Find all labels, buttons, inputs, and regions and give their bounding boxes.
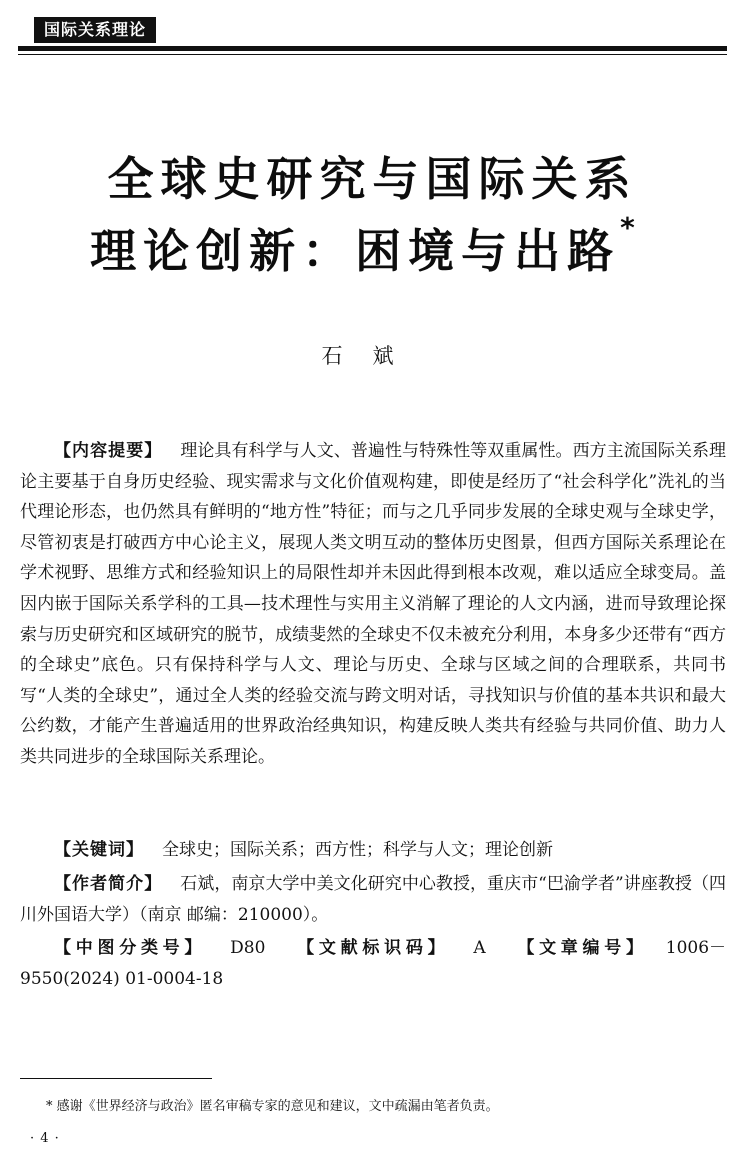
doc-code-label: 【文献标识码】 [293, 938, 450, 958]
article-title-line-1: 全球史研究与国际关系 [107, 152, 638, 206]
footnote-rule [20, 1078, 212, 1079]
article-title-line-2-text: 理论创新：困境与出路 [90, 224, 621, 278]
keywords [20, 835, 726, 866]
page-number: · 4 · [30, 1131, 60, 1146]
section-tag: 国际关系理论 [34, 17, 156, 43]
article-author: 石斌 [321, 344, 424, 368]
header-rule-thin [18, 54, 727, 55]
abstract [20, 436, 726, 773]
classification [20, 933, 726, 994]
header-rule-thick [18, 46, 727, 51]
article-title-line-2 [0, 211, 735, 281]
author-info-label: 【作者简介】 [54, 874, 163, 894]
keywords-label: 【关键词】 [54, 840, 144, 860]
article-number-value: 1006－9550(2024) 01-0004-18 [20, 938, 727, 989]
clc-label: 【中图分类号】 [54, 938, 207, 958]
author-info-text: 石斌，南京大学中美文化研究中心教授，重庆市“巴渝学者”讲座教授（四川外国语大学）（南京 邮编：210000）。 [20, 874, 727, 925]
footnote: * 感谢《世界经济与政治》匿名审稿专家的意见和建议，文中疏漏由笔者负责。 [46, 1099, 499, 1114]
author-info [20, 869, 726, 930]
abstract-label: 【内容提要】 [54, 441, 163, 461]
doc-code-value: A [473, 938, 486, 958]
title-footnote-mark: * [620, 211, 635, 244]
abstract-text: 理论具有科学与人文、普遍性与特殊性等双重属性。西方主流国际关系理论主要基于自身历史经验、现实需求与文化价值观构建，即使是经历了“社会科学化”洗礼的当代理论形态，也仍然具有鲜明的“地方性”特征；而与之几乎同步发展的全球史观与全球史学，尽管初衷是打破西方中心论主义，展现人类文明互动的整体历史图景，但西方国际关系理论在学术视野、思维方式和经验知识上的局限性却并未因此得到根本改观，难以适应全球变局。盖因内嵌于国际关系学科的工具—技术理性与实用主义消解了理论的人文内涵，进而导致理论探索与历史研究和区域研究的脱节，成绩斐然的全球史不仅未被充分利用，本身多少还带有“西方的全球史”底色。只有保持科学与人文、理论与历史、全球与区域之间的合理联系，共同书写“人类的全球史”，通过全人类的经验交流与跨文明对话，寻找知识与价值的基本共识和最大公约数，才能产生普遍适用的世界政治经典知识，构建反映人类共有经验与共同价值、助力人类共同进步的全球国际关系理论。 [20, 441, 727, 767]
keywords-text: 全球史；国际关系；西方性；科学与人文；理论创新 [162, 840, 553, 860]
article-number-label: 【文章编号】 [513, 938, 648, 958]
clc-value: D80 [230, 938, 266, 958]
